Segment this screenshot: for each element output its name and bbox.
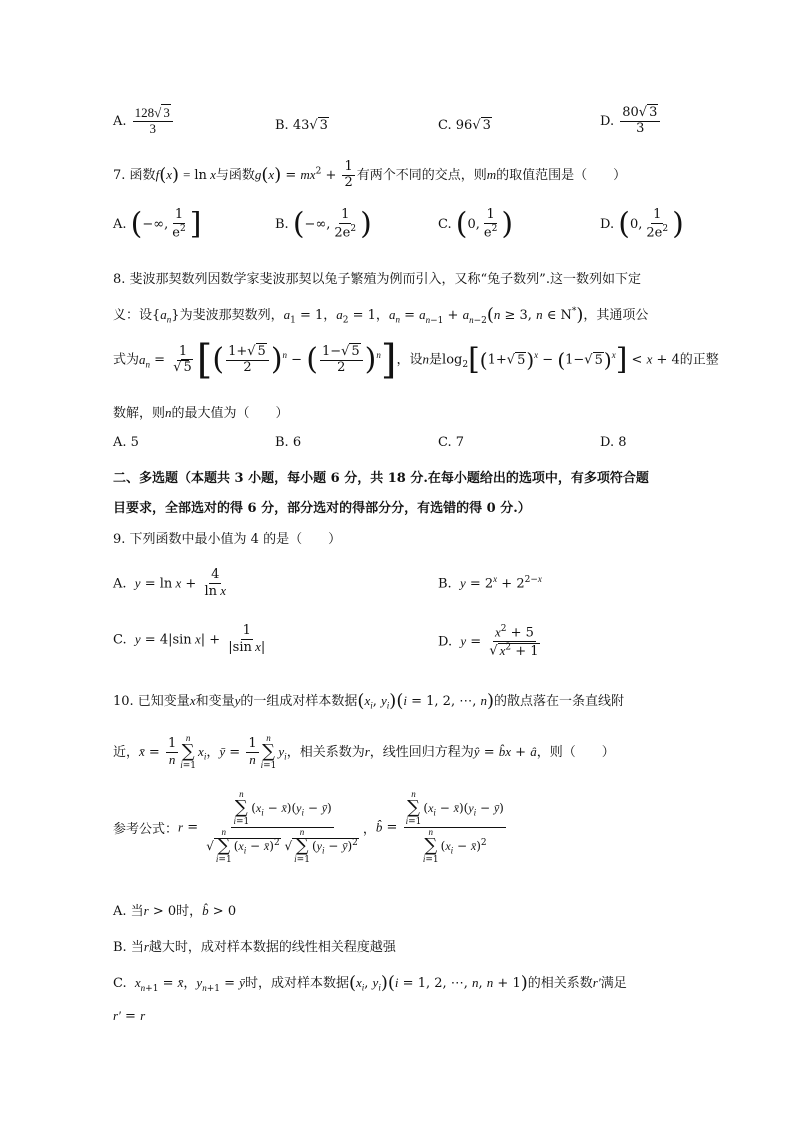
q6-option-a[interactable]: A. $\frac{128√ 3}{3}$ bbox=[113, 106, 175, 137]
q7-option-a[interactable]: A. (−∞, $\frac{1}{e^2}$ ] bbox=[113, 206, 202, 242]
q6-option-c[interactable]: C. 96√ 3 bbox=[438, 118, 491, 133]
q6-option-b[interactable]: B. 43√ 3 bbox=[275, 118, 328, 133]
q10-option-c-cont: r′ = r bbox=[113, 1008, 146, 1024]
q8-option-b[interactable]: B. 6 bbox=[275, 435, 302, 450]
section-2-heading-line2: 目要求，全部选对的得 6 分，部分选对的得部分分，有选错的得 0 分.） bbox=[113, 501, 531, 516]
q7-option-d[interactable]: D. (0, $\frac{1}{2e^2}$ ) bbox=[600, 206, 684, 242]
q9-option-b[interactable]: B. $y = 2^x + 2^{2-x}$ bbox=[438, 574, 542, 592]
fraction: $\frac{128√ 3}{3}$ bbox=[133, 106, 173, 137]
q10-option-a[interactable]: A. 当r > 0时，b̂ > 0 bbox=[113, 903, 237, 919]
question-8-line1: 8. 斐波那契数列因数学家斐波那契以兔子繁殖为例而引入，又称“兔子数列”.这一数列如下定 bbox=[113, 272, 641, 287]
q10-option-c[interactable]: C. $x_{n+1}$ = x̄，$y_{n+1}$ = ȳ时，成对样本数据($x_i$, $y_i)(i = 1$, 2, ⋯, n, n + 1)的相关系数r′满足 bbox=[113, 972, 627, 994]
question-10-line1: 10. 已知变量x和变量y的一组成对样本数据($x_i$, $y_i)(i = 1$, 2, ⋯, n)的散点落在一条直线附 bbox=[113, 690, 625, 712]
question-8-line4: 数解，则n的最大值为（ ） bbox=[113, 405, 289, 421]
question-9-stem: 9. 下列函数中最小值为 4 的是（ ） bbox=[113, 532, 342, 547]
question-10-line2: 近，x̄ = $\frac{1}{n}$ n ∑ i=1 $x_i$，ȳ = $\frac{1}{n}$ n ∑ i=1 $y_i$，相关系数为r，线性回归方程为ŷ = b̂x + â，则（ ） bbox=[113, 733, 615, 771]
q8-option-a[interactable]: A. 5 bbox=[113, 435, 139, 450]
q6-option-d[interactable]: D. $\frac{80√ 3}{3}$ bbox=[600, 106, 662, 137]
q9-option-a[interactable]: A. y = ln x + $\frac{4}{\text{ln x}}$ bbox=[113, 567, 227, 599]
question-7-stem: 7. 函数f(x) = ln x与函数$g(x) = mx^2$ + $\frac{1}{2}$ 有两个不同的交点，则m的取值范围是（ ） bbox=[113, 159, 627, 190]
q9-option-d[interactable]: D. y = $\frac{x^2 + 5}{√ x^2 + 1}$ bbox=[438, 624, 539, 659]
q7-option-b[interactable]: B. (−∞, $\frac{1}{2e^2}$ ) bbox=[275, 206, 372, 242]
question-8-line3: 式为$a_n$ = $\frac{1}{√ 5}$ [( $\frac{1+√ 5}{2}$ )$^n$ − ( $\frac{1-√ 5}{2}$ )$^n$]，设n是$\log_2[(1+√$ 5)$^x$ − (1−√ 5)$^x$] < x + 4的正整 bbox=[113, 337, 719, 383]
fraction: $\frac{80√ 3}{3}$ bbox=[620, 106, 660, 137]
q8-option-c[interactable]: C. 7 bbox=[438, 435, 465, 450]
q10-reference-formula: 参考公式：r = n ∑ i=1 ($x_i$ − $x̄)(y_i$ − ȳ) √ n ∑ i=1 ($x_i$ − x̄)$^2$ √ n ∑ i=1 ($y_i$ − ȳ)$^2$ ，b̂ = n ∑ i=1 ($x_i$ − $x̄)(y_i$ − ȳ) n ∑ i=1 ($x_i$ − x̄)$^2$ bbox=[113, 789, 504, 865]
question-8-line2: 义：设$\{a_n\}$为斐波那契数列，$a_1 = 1$，$a_2 = 1$，$a_n = a_{n-1} + a_{n-2}(n \ge 3$, n ∈ N*)，其通项公 bbox=[113, 304, 649, 326]
q10-option-b[interactable]: B. 当r越大时，成对样本数据的线性相关程度越强 bbox=[113, 939, 396, 955]
section-2-heading-line1: 二、多选题（本题共 3 小题，每小题 6 分，共 18 分.在每小题给出的选项中，有多项符合题 bbox=[113, 471, 649, 486]
q9-option-c[interactable]: C. y = 4|sin x| + $\frac{1}{\text{|sin x|}}$ bbox=[113, 623, 266, 655]
q8-option-d[interactable]: D. 8 bbox=[600, 435, 627, 450]
q7-option-c[interactable]: C. (0, $\frac{1}{e^2}$ ) bbox=[438, 206, 514, 242]
